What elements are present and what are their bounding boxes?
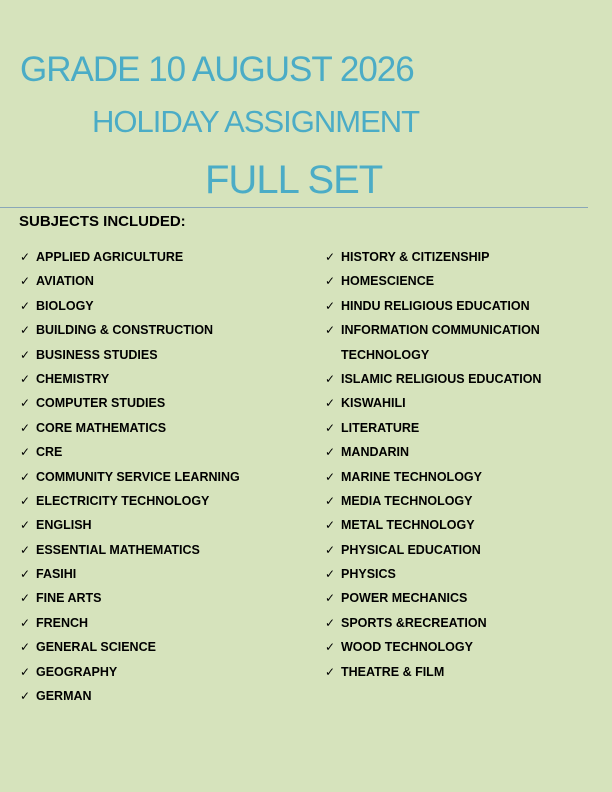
subject-item bbox=[325, 538, 596, 562]
subject-label: THEATRE & FILM bbox=[341, 664, 445, 679]
subject-label: HINDU RELIGIOUS EDUCATION bbox=[341, 298, 530, 313]
subject-label: BIOLOGY bbox=[36, 298, 94, 313]
subject-item bbox=[325, 269, 596, 293]
subject-item bbox=[20, 635, 291, 659]
subject-item bbox=[20, 562, 291, 586]
subject-label: CHEMISTRY bbox=[36, 371, 110, 386]
subject-item bbox=[325, 367, 596, 391]
subjects-heading: SUBJECTS INCLUDED: bbox=[19, 213, 186, 230]
check-mark-icon: ✓ bbox=[20, 518, 31, 533]
check-mark-icon: ✓ bbox=[20, 445, 31, 460]
check-mark-icon: ✓ bbox=[20, 567, 31, 582]
check-mark-icon: ✓ bbox=[20, 469, 31, 484]
subject-item bbox=[325, 416, 596, 440]
subjects-list-left bbox=[20, 245, 291, 708]
subject-label: BUSINESS STUDIES bbox=[36, 347, 158, 362]
subject-item bbox=[20, 489, 291, 513]
check-mark-icon: ✓ bbox=[325, 445, 336, 460]
check-mark-icon: ✓ bbox=[20, 250, 31, 264]
check-mark-icon: ✓ bbox=[20, 591, 31, 606]
check-mark-icon: ✓ bbox=[20, 274, 31, 289]
subject-item bbox=[20, 586, 291, 610]
check-mark-icon: ✓ bbox=[20, 420, 31, 435]
subject-label: POWER MECHANICS bbox=[341, 591, 468, 606]
check-mark-icon: ✓ bbox=[325, 615, 336, 630]
subject-label: AVIATION bbox=[36, 274, 94, 289]
subject-label: PHYSICS bbox=[341, 567, 396, 582]
check-mark-icon: ✓ bbox=[325, 274, 336, 289]
subject-item bbox=[20, 391, 291, 415]
subject-item bbox=[20, 513, 291, 537]
subject-label: APPLIED AGRICULTURE bbox=[36, 250, 184, 264]
subject-item bbox=[325, 440, 596, 464]
check-mark-icon: ✓ bbox=[20, 640, 31, 655]
check-mark-icon: ✓ bbox=[20, 615, 31, 630]
subject-label: ENGLISH bbox=[36, 518, 92, 533]
check-mark-icon: ✓ bbox=[20, 542, 31, 557]
subject-item bbox=[325, 245, 596, 269]
subject-item bbox=[20, 440, 291, 464]
check-mark-icon: ✓ bbox=[20, 323, 31, 338]
subject-label: FASIHI bbox=[36, 567, 77, 582]
title-divider bbox=[0, 207, 588, 208]
subject-label: KISWAHILI bbox=[341, 396, 406, 411]
check-mark-icon: ✓ bbox=[325, 518, 336, 533]
subject-label: GEOGRAPHY bbox=[36, 664, 118, 679]
subject-label: BUILDING & CONSTRUCTION bbox=[36, 323, 214, 338]
subject-item bbox=[20, 611, 291, 635]
subject-label: COMMUNITY SERVICE LEARNING bbox=[36, 469, 240, 484]
subject-label: ELECTRICITY TECHNOLOGY bbox=[36, 493, 210, 508]
subject-item bbox=[20, 416, 291, 440]
check-mark-icon: ✓ bbox=[325, 591, 336, 606]
subject-item bbox=[20, 465, 291, 489]
check-mark-icon: ✓ bbox=[325, 396, 336, 411]
check-mark-icon: ✓ bbox=[20, 396, 31, 411]
subject-label: SPORTS &RECREATION bbox=[341, 615, 487, 630]
subject-label: CRE bbox=[36, 445, 63, 460]
subject-item bbox=[325, 391, 596, 415]
subject-item bbox=[325, 294, 596, 318]
check-mark-icon: ✓ bbox=[325, 640, 336, 655]
check-mark-icon: ✓ bbox=[325, 420, 336, 435]
check-mark-icon: ✓ bbox=[325, 298, 336, 313]
subject-label: WOOD TECHNOLOGY bbox=[341, 640, 473, 655]
subject-item bbox=[20, 684, 291, 708]
check-mark-icon: ✓ bbox=[325, 250, 336, 264]
subject-label: COMPUTER STUDIES bbox=[36, 396, 166, 411]
subject-item bbox=[325, 465, 596, 489]
check-mark-icon: ✓ bbox=[325, 323, 336, 338]
subject-label: ISLAMIC RELIGIOUS EDUCATION bbox=[341, 371, 542, 386]
check-mark-icon: ✓ bbox=[20, 664, 31, 679]
subject-item bbox=[20, 660, 291, 684]
subject-label: CORE MATHEMATICS bbox=[36, 420, 167, 435]
subject-item bbox=[325, 660, 596, 684]
check-mark-icon: ✓ bbox=[325, 542, 336, 557]
subject-label: INFORMATION COMMUNICATION TECHNOLOGY bbox=[341, 323, 540, 362]
check-mark-icon: ✓ bbox=[20, 347, 31, 362]
check-mark-icon: ✓ bbox=[20, 298, 31, 313]
subject-label: GERMAN bbox=[36, 689, 92, 704]
subject-item bbox=[20, 318, 291, 342]
check-mark-icon: ✓ bbox=[325, 664, 336, 679]
check-mark-icon: ✓ bbox=[325, 469, 336, 484]
check-mark-icon: ✓ bbox=[20, 689, 31, 704]
title-line-3: FULL SET bbox=[205, 158, 383, 202]
title-line-1: GRADE 10 AUGUST 2026 bbox=[20, 50, 414, 89]
subject-label: ESSENTIAL MATHEMATICS bbox=[36, 542, 200, 557]
subject-item bbox=[20, 367, 291, 391]
title-line-2: HOLIDAY ASSIGNMENT bbox=[92, 104, 420, 139]
subject-label: GENERAL SCIENCE bbox=[36, 640, 156, 655]
subject-item bbox=[325, 611, 596, 635]
subject-item bbox=[325, 513, 596, 537]
subject-item bbox=[325, 318, 596, 367]
check-mark-icon: ✓ bbox=[325, 493, 336, 508]
subject-label: METAL TECHNOLOGY bbox=[341, 518, 475, 533]
subject-label: HISTORY & CITIZENSHIP bbox=[341, 250, 490, 264]
subject-label: FINE ARTS bbox=[36, 591, 102, 606]
check-mark-icon: ✓ bbox=[325, 371, 336, 386]
subject-label: HOMESCIENCE bbox=[341, 274, 435, 289]
subject-item bbox=[325, 489, 596, 513]
subjects-list-right bbox=[325, 245, 596, 684]
subject-label: PHYSICAL EDUCATION bbox=[341, 542, 481, 557]
subject-label: MARINE TECHNOLOGY bbox=[341, 469, 482, 484]
subject-item bbox=[20, 269, 291, 293]
subject-item bbox=[20, 245, 291, 269]
check-mark-icon: ✓ bbox=[20, 371, 31, 386]
subject-item bbox=[20, 294, 291, 318]
subject-label: LITERATURE bbox=[341, 420, 420, 435]
subject-label: MEDIA TECHNOLOGY bbox=[341, 493, 473, 508]
subject-label: FRENCH bbox=[36, 615, 89, 630]
check-mark-icon: ✓ bbox=[325, 567, 336, 582]
subject-item bbox=[20, 538, 291, 562]
subject-item bbox=[325, 562, 596, 586]
subject-item bbox=[325, 635, 596, 659]
subject-label: MANDARIN bbox=[341, 445, 410, 460]
subject-item bbox=[20, 343, 291, 367]
check-mark-icon: ✓ bbox=[20, 493, 31, 508]
subject-item bbox=[325, 586, 596, 610]
